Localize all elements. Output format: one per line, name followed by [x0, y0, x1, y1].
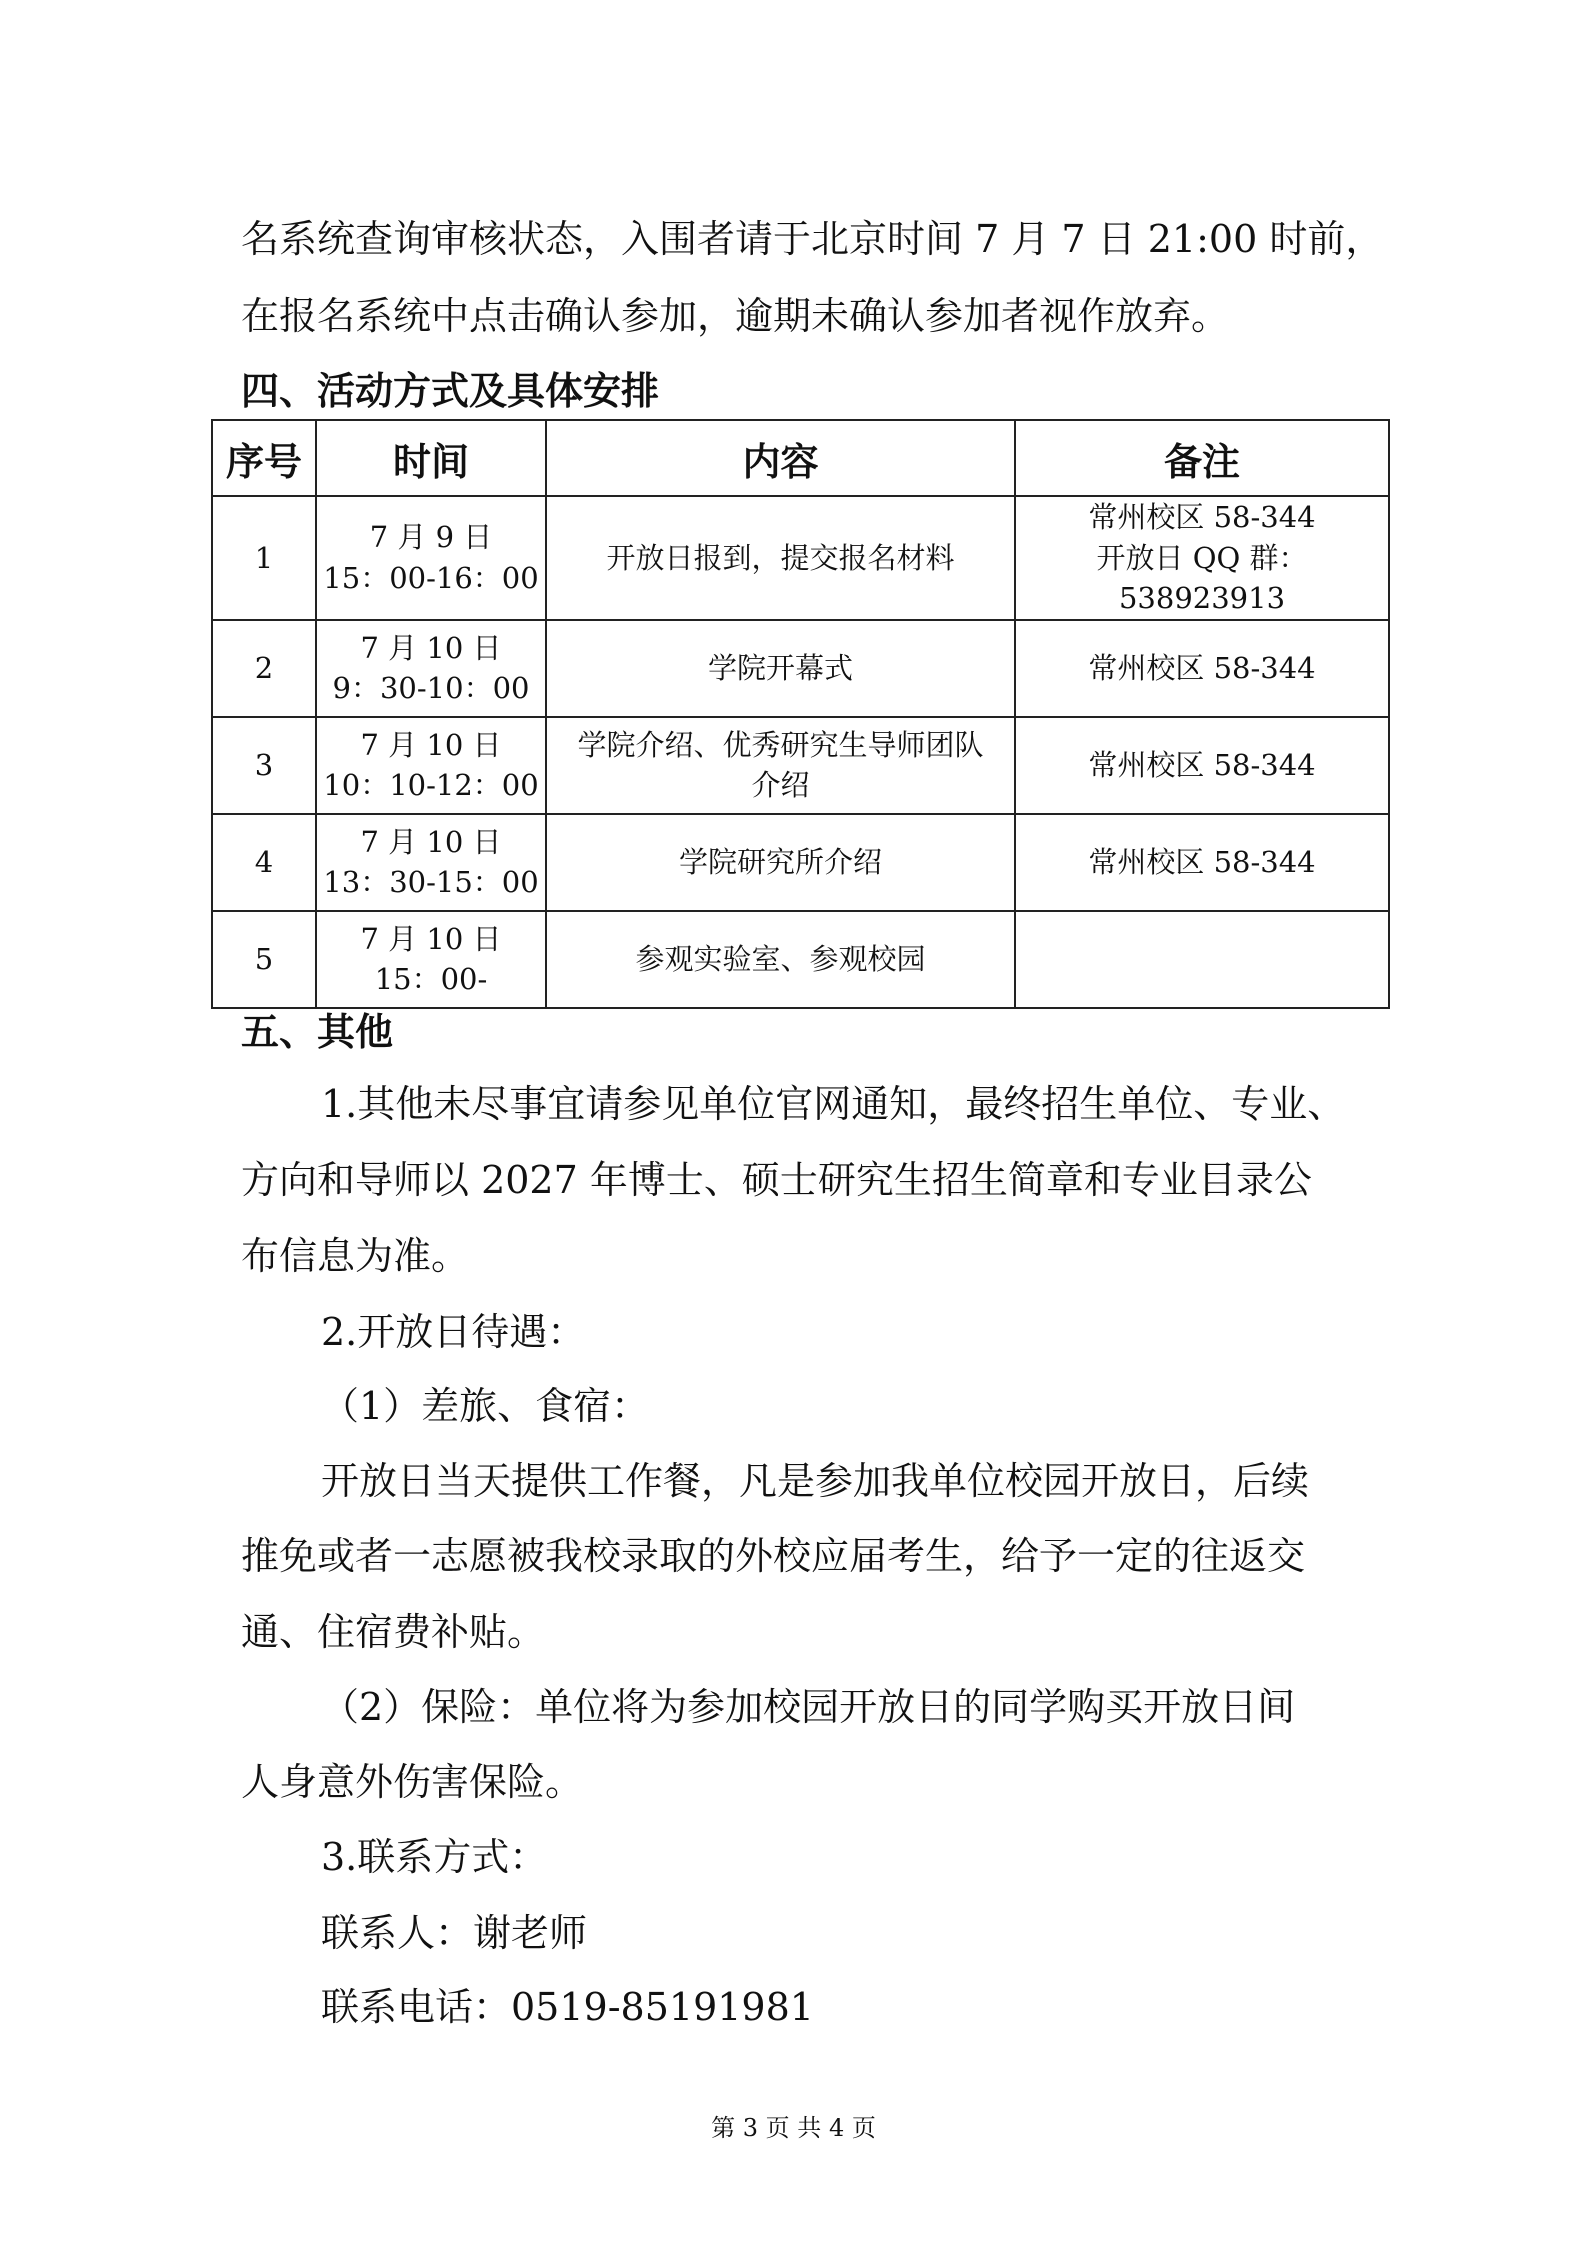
cell-time [316, 911, 546, 1008]
cell-time-range: 9：30-10：00 [332, 671, 530, 706]
cell-note [1015, 717, 1389, 814]
table-row [212, 620, 1389, 717]
cell-content-line: 开放日报到，提交报名材料 [606, 540, 955, 575]
paragraph-line: 方向和导师以 2027 年博士、硕士研究生招生简章和专业目录公 [241, 1158, 1312, 1202]
table-row [212, 814, 1389, 911]
cell-content [546, 496, 1015, 620]
cell-note [1015, 620, 1389, 717]
cell-content-line: 学院研究所介绍 [678, 844, 882, 879]
contact-phone: 联系电话：0519-85191981 [321, 1985, 814, 2029]
header-time: 时间 [316, 420, 546, 496]
cell-date: 7 月 10 日 [360, 921, 502, 956]
table-row [212, 496, 1389, 620]
header-no: 序号 [212, 420, 316, 496]
paragraph-line: 通、住宿费补贴。 [241, 1610, 546, 1654]
schedule-table [211, 419, 1390, 1009]
cell-date: 7 月 10 日 [360, 630, 502, 665]
cell-date: 7 月 9 日 [369, 520, 493, 555]
cell-content-line: 介绍 [751, 768, 810, 803]
cell-content-line: 参观实验室、参观校园 [635, 941, 926, 976]
cell-no: 3 [212, 717, 316, 814]
cell-date: 7 月 10 日 [360, 727, 502, 762]
cell-content-line: 学院介绍、优秀研究生导师团队 [577, 727, 984, 762]
section-4-heading: 四、活动方式及具体安排 [241, 369, 660, 413]
intro-line-1: 名系统查询审核状态，入围者请于北京时间 7 月 7 日 21:00 时前， [241, 217, 1384, 261]
cell-note [1015, 814, 1389, 911]
cell-content [546, 814, 1015, 911]
page-number-footer: 第 3 页 共 4 页 [711, 2114, 876, 2142]
cell-time [316, 717, 546, 814]
section-5-heading: 五、其他 [241, 1010, 394, 1054]
cell-time [316, 814, 546, 911]
paragraph-line: 3.联系方式： [321, 1835, 548, 1879]
cell-time-range: 15：00- [374, 962, 488, 997]
header-note: 备注 [1015, 420, 1389, 496]
paragraph-line: 布信息为准。 [241, 1234, 470, 1278]
paragraph-line: 1.其他未尽事宜请参见单位官网通知，最终招生单位、专业、 [321, 1082, 1346, 1126]
cell-no: 1 [212, 496, 316, 620]
cell-note [1015, 496, 1389, 620]
cell-content [546, 911, 1015, 1008]
cell-time [316, 620, 546, 717]
paragraph-line: （2）保险：单位将为参加校园开放日的同学购买开放日间 [321, 1685, 1296, 1729]
paragraph-line: （1）差旅、食宿： [321, 1384, 650, 1428]
contact-person: 联系人：谢老师 [321, 1911, 588, 1955]
intro-line-2: 在报名系统中点击确认参加，逾期未确认参加者视作放弃。 [241, 294, 1230, 338]
cell-no: 2 [212, 620, 316, 717]
cell-note-line: 常州校区 58-344 [1088, 500, 1316, 534]
cell-date: 7 月 10 日 [360, 824, 502, 859]
cell-note [1015, 911, 1389, 1008]
paragraph-line: 人身意外伤害保险。 [241, 1760, 584, 1804]
paragraph-line: 推免或者一志愿被我校录取的外校应届考生，给予一定的往返交 [241, 1534, 1306, 1578]
cell-note-line: 常州校区 58-344 [1088, 650, 1316, 685]
cell-note-line: 常州校区 58-344 [1088, 747, 1316, 782]
cell-note-line: 常州校区 58-344 [1088, 844, 1316, 879]
cell-note-line: 开放日 QQ 群：538923913 [1096, 540, 1308, 616]
cell-time [316, 496, 546, 620]
cell-content [546, 620, 1015, 717]
cell-time-range: 15：00-16：00 [323, 560, 539, 595]
cell-time-range: 13：30-15：00 [323, 865, 539, 900]
cell-content [546, 717, 1015, 814]
cell-time-range: 10：10-12：00 [323, 768, 539, 803]
paragraph-line: 开放日当天提供工作餐，凡是参加我单位校园开放日，后续 [321, 1459, 1310, 1503]
paragraph-line: 2.开放日待遇： [321, 1310, 586, 1354]
cell-no: 4 [212, 814, 316, 911]
cell-content-line: 学院开幕式 [707, 650, 853, 685]
table-header-row [212, 420, 1389, 496]
table-row [212, 911, 1389, 1008]
table-row [212, 717, 1389, 814]
cell-no: 5 [212, 911, 316, 1008]
header-content: 内容 [546, 420, 1015, 496]
